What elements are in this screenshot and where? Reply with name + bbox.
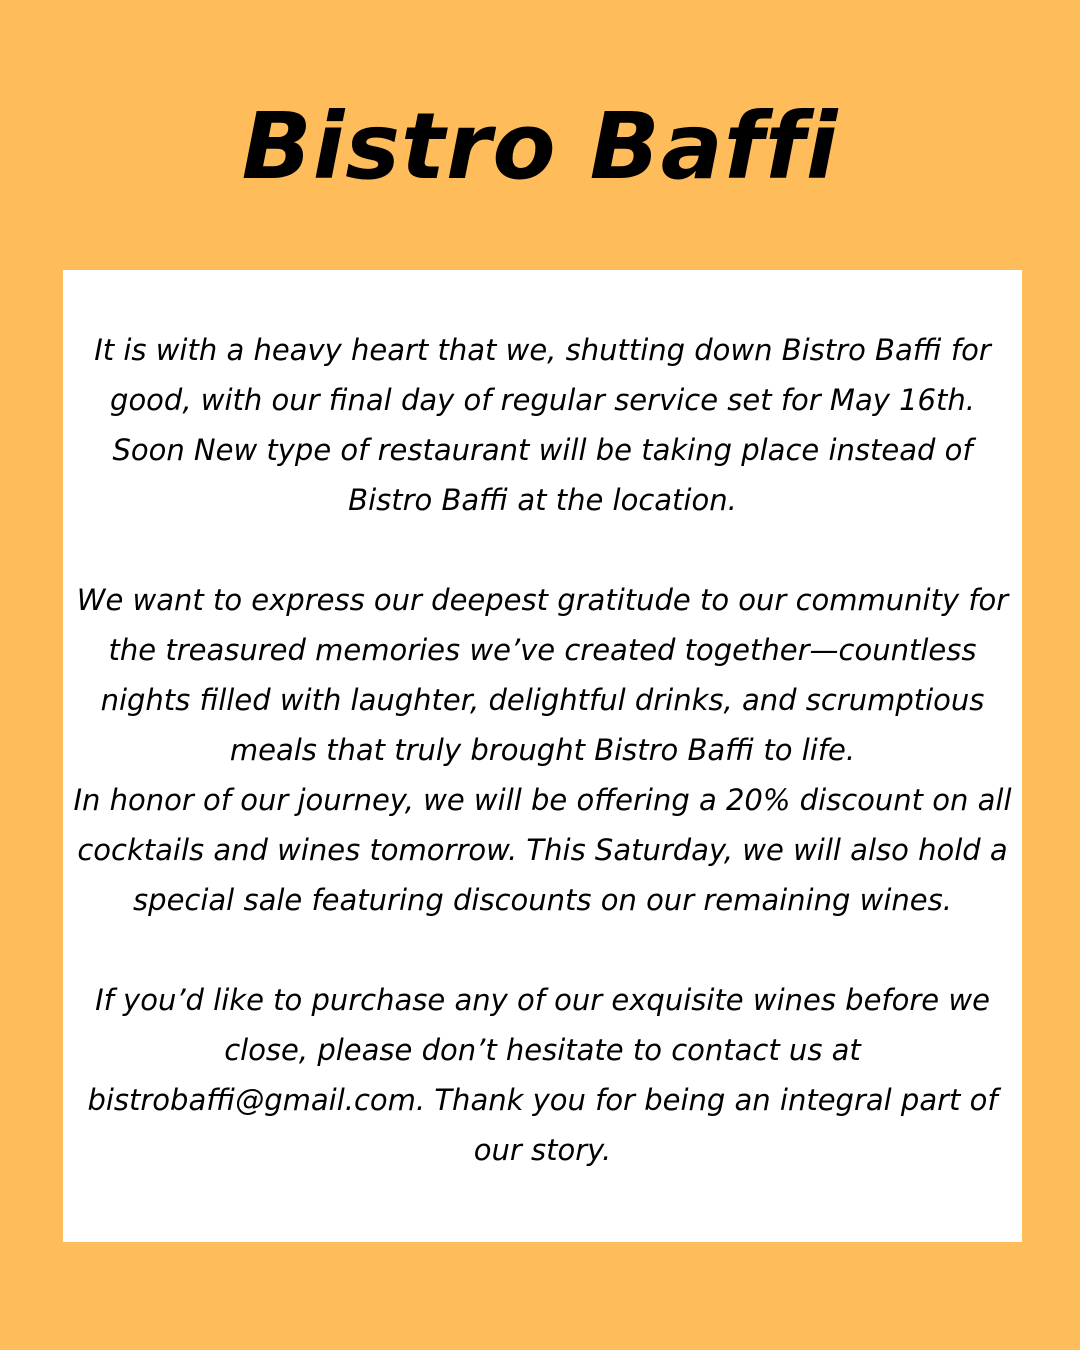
gratitude-paragraph: We want to express our deepest gratitude to our community for the treasured memories we’ve created together—countless nights filled with laughter, delightful drinks, and scrumptious meals that truly brought Bistro Baffi to life. <box>76 583 1009 767</box>
closing-announcement-paragraph: It is with a heavy heart that we, shutting down Bistro Baffi for good, with our final day of regular service set for May 16th. Soon New type of restaurant will be taking place instead of Bistro Baffi at the location. <box>94 333 991 517</box>
announcement-card <box>63 270 1022 1242</box>
discount-paragraph: In honor of our journey, we will be offering a 20% discount on all cocktails and wines tomorrow. This Saturday, we will also hold a special sale featuring discounts on our remaining wines. <box>73 783 1012 917</box>
page-title: Bistro Baffi <box>241 93 839 200</box>
paragraph-spacer <box>71 925 1014 975</box>
paragraph-spacer <box>71 525 1014 575</box>
contact-paragraph: If you’d like to purchase any of our exquisite wines before we close, please don’t hesitate to contact us at bistrobaffi@gmail.com. Thank you for being an integral part of our story. <box>87 983 998 1167</box>
announcement-message <box>71 325 1014 1175</box>
